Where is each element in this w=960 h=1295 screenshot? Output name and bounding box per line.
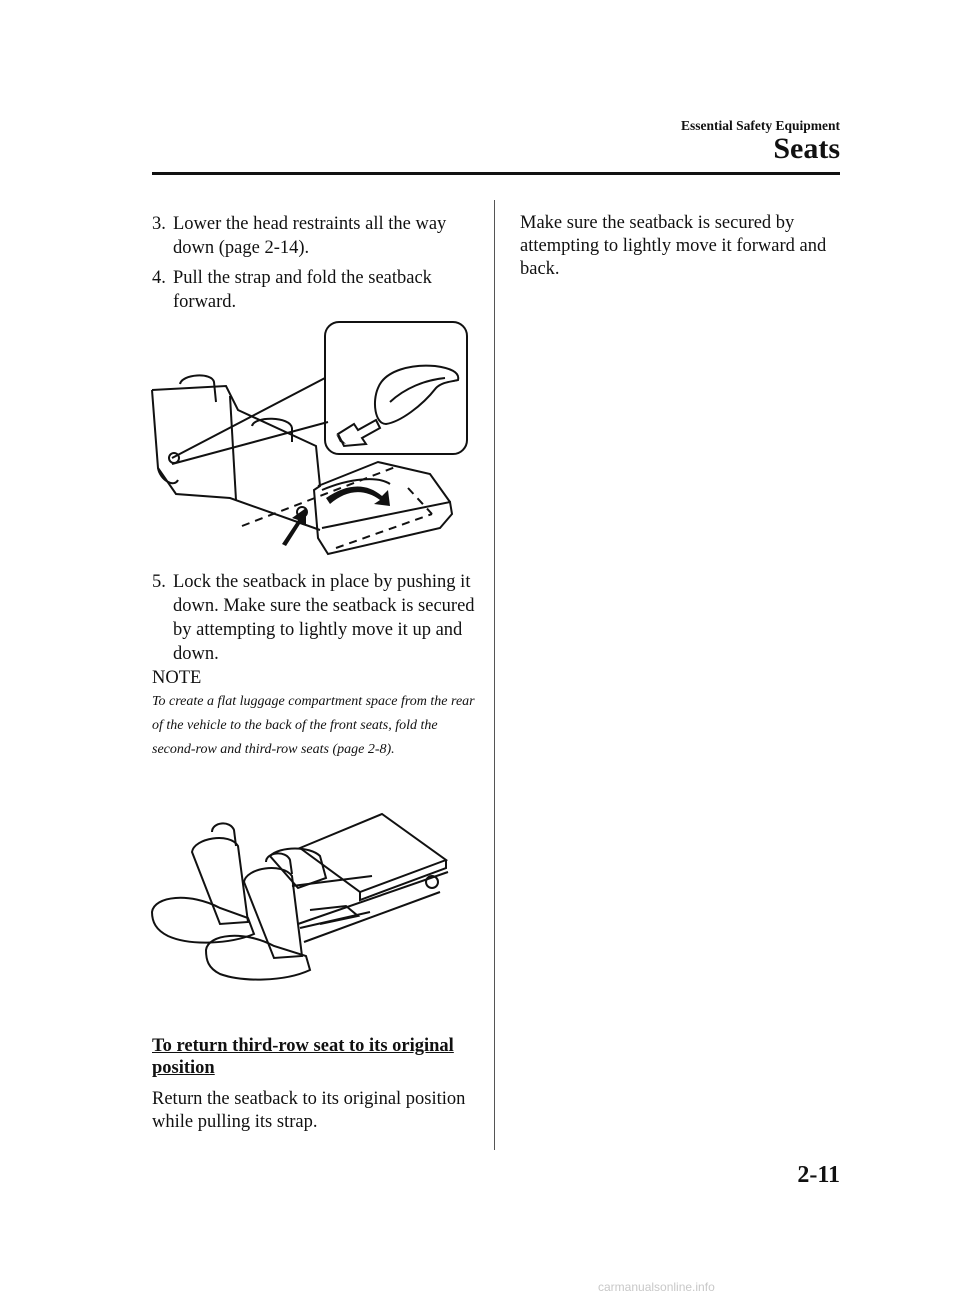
flat-seats-illustration: [150, 812, 452, 984]
step-4: [152, 266, 482, 314]
section-subheading: To return third-row seat to its original position: [152, 1036, 454, 1078]
step-number: 4.: [152, 268, 166, 288]
watermark-text: carmanualsonline.info: [598, 1280, 715, 1294]
header-divider: [152, 172, 840, 175]
step-3: [152, 212, 482, 260]
step-5: [152, 570, 482, 666]
page-title: Seats: [773, 132, 840, 165]
page-number: 2-11: [797, 1162, 840, 1188]
step-text: Lower the head restraints all the way down (page 2-14).: [173, 214, 447, 258]
secured-check-paragraph: Make sure the seatback is secured by attempting to lightly move it forward and back.: [520, 213, 827, 279]
step-number: 3.: [152, 214, 166, 234]
return-instruction-paragraph: Return the seatback to its original position while pulling its strap.: [152, 1089, 466, 1132]
note-heading: NOTE: [152, 668, 202, 688]
section-label: Essential Safety Equipment: [680, 118, 840, 133]
step-number: 5.: [152, 572, 166, 592]
step-text: Lock the seatback in place by pushing it down. Make sure the seatback is secured by attempting to lightly move it up and down.: [173, 572, 475, 664]
seatback-fold-illustration: [150, 318, 472, 558]
note-text: To create a flat luggage compartment space from the rear of the vehicle to the back of the front seats, fold the second-row and third-row seats (page 2-8).: [152, 694, 475, 757]
step-text: Pull the strap and fold the seatback forward.: [173, 268, 432, 312]
column-divider: [494, 200, 495, 1150]
